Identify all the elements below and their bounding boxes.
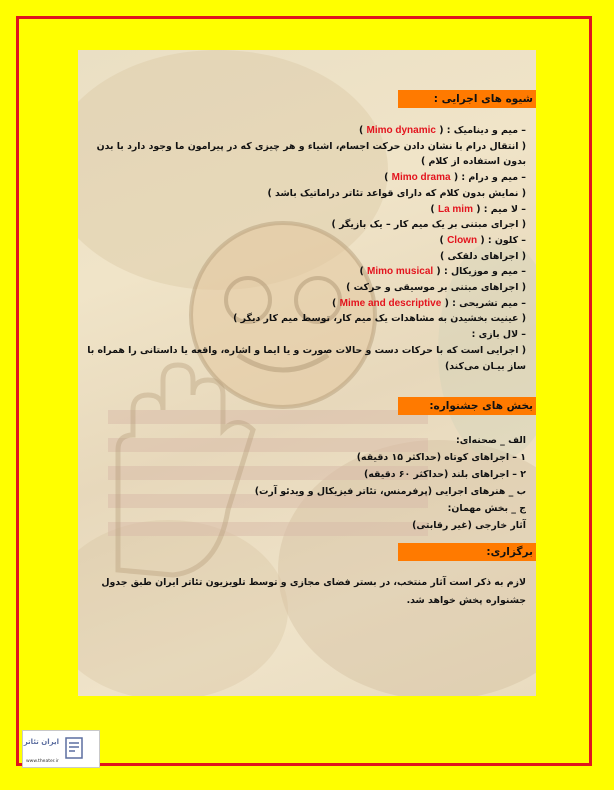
list-item: ( اجراهای دلقکی ): [439, 250, 526, 262]
list-item: الف _ صحنه‌ای:: [456, 435, 526, 446]
list-item: – لال بازی :: [471, 329, 526, 341]
section-banner-holding: برگزاری:: [398, 543, 536, 561]
list-item: – میم و درام : ( Mimo drama ): [384, 172, 526, 184]
list-item: ( اجرای مبتنی بر یک میم کار – یک بازیگر ): [331, 219, 526, 231]
list-item: – کلون : ( Clown ): [439, 234, 526, 246]
poster: [78, 50, 536, 696]
list-item: ( عینیت بخشیدن به مشاهدات یک میم کار، توسط میم کار دیگر ): [233, 313, 526, 325]
list-item: – میم تشریحی : ( Mime and descriptive ): [332, 297, 526, 309]
list-item: ( انتقال درام با نشان دادن حرکت اجسام، اشیاء و هر چیزی که در پیرامون ما وجود دارد با بدن بدون استفاده از کلام ): [96, 140, 526, 168]
iran-theater-logo[interactable]: [22, 730, 100, 768]
section-banner-sections: بخش های جشنواره:: [398, 397, 536, 415]
list-item: – لا میم : ( La mim ): [430, 203, 526, 215]
section-banner-methods: شیوه های اجرایی :: [398, 90, 536, 108]
list-item: ج _ بخش مهمان:: [447, 503, 526, 514]
festival-sections-list: [86, 432, 526, 534]
logo-title: ایران تئاتر: [23, 738, 59, 746]
list-item: – میم و موزیکال : ( Mimo musical ): [359, 266, 526, 278]
performance-methods-list: [86, 123, 526, 374]
list-item: آثار خارجی (غیر رقابتی): [412, 520, 526, 531]
list-item: ( اجرایی است که با حرکات دست و حالات صورت و یا ایما و اشاره، واقعه یا داستانی را همراه با ساز بیـان می‌کند): [87, 344, 526, 372]
list-item: – میم و دینامیک : ( Mimo dynamic ): [358, 125, 526, 136]
list-item: ( اجراهای مبتنی بر موسیقی و حرکت ): [346, 282, 526, 294]
list-item: ۱ – اجراهای کوتاه (حداکثر ۱۵ دقیقه): [356, 452, 526, 463]
theater-logo-icon: [65, 737, 83, 759]
list-item: ۲ – اجراهای بلند (حداکثر ۶۰ دقیقه): [364, 469, 526, 480]
holding-paragraph: لازم به ذکر است آثار منتخب، در بستر فضای مجازی و توسط تلویزیون تئاتر ایران طبق جدول جشنواره پخش خواهد شد.: [101, 577, 526, 606]
list-item: ب _ هنرهای اجرایی (پرفرمنس، تئاتر فیزیکال و ویدئو آرت): [254, 486, 526, 497]
list-item: ( نمایش بدون کلام که دارای قواعد تئاتر دراماتیک باشد ): [267, 187, 526, 199]
logo-url: www.theater.ir: [26, 759, 59, 764]
